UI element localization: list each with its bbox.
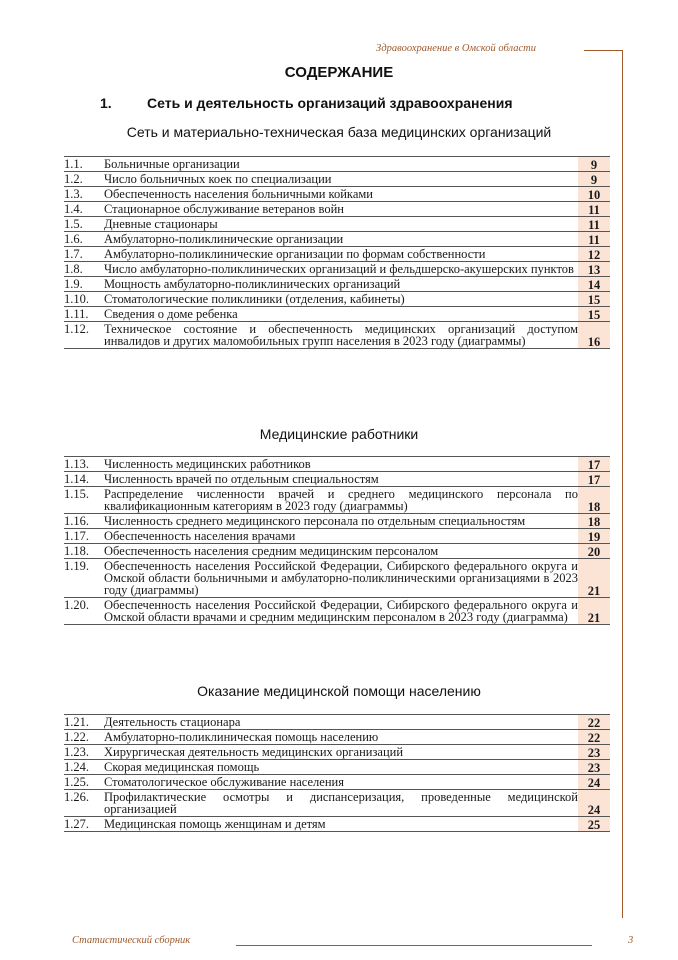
toc-entry[interactable] [64, 760, 610, 775]
toc-entry-page: 13 [578, 262, 610, 276]
toc-entry-page: 11 [578, 232, 610, 246]
toc-entry[interactable] [64, 559, 610, 598]
toc-entry-page: 22 [578, 715, 610, 729]
toc-entry-number: 1.8. [64, 262, 83, 276]
running-header: Здравоохранение в Омской области [376, 43, 536, 54]
toc-entry-title: Обеспеченность населения Российской Федерации, Сибирского федерального округа и Омской области врачами и средним медицинским персоналом в 2023 году (диаграмма) [104, 598, 578, 624]
toc-entry-page: 15 [578, 307, 610, 321]
toc-entry-number: 1.11. [64, 307, 89, 321]
toc-entry[interactable] [64, 714, 610, 730]
toc-entry-number: 1.17. [64, 529, 89, 543]
toc-entry-title: Деятельность стационара [104, 715, 241, 729]
section-title: Сеть и деятельность организаций здравоохранения [147, 95, 513, 111]
toc-entry-page: 25 [578, 817, 610, 831]
toc-entry-title: Численность медицинских работников [104, 457, 311, 471]
toc-group-network [64, 156, 610, 349]
toc-entry[interactable] [64, 598, 610, 625]
toc-entry-page: 17 [578, 457, 610, 471]
toc-entry[interactable] [64, 514, 610, 529]
toc-entry-page: 11 [578, 217, 610, 231]
toc-entry-title: Стационарное обслуживание ветеранов войн [104, 202, 344, 216]
toc-entry-page: 22 [578, 730, 610, 744]
toc-entry-number: 1.14. [64, 472, 89, 486]
toc-entry-title: Число амбулаторно-поликлинических организаций и фельдшерско-акушерских пунктов [104, 262, 574, 276]
toc-entry-title: Численность среднего медицинского персонала по отдельным специальностям [104, 514, 526, 528]
toc-entry[interactable] [64, 217, 610, 232]
toc-entry-page: 20 [578, 544, 610, 558]
toc-entry-title: Обеспеченность населения больничными койками [104, 187, 373, 201]
toc-entry-number: 1.24. [64, 760, 89, 774]
page-title: СОДЕРЖАНИЕ [284, 64, 394, 81]
toc-entry-page: 21 [578, 559, 610, 597]
toc-entry[interactable] [64, 172, 610, 187]
toc-entry[interactable] [64, 262, 610, 277]
toc-entry-title: Амбулаторно-поликлиническая помощь населению [104, 730, 379, 744]
toc-entry[interactable] [64, 487, 610, 514]
group-heading-care: Оказание медицинской помощи населению [197, 683, 481, 699]
toc-entry-number: 1.5. [64, 217, 83, 231]
toc-entry-number: 1.19. [64, 559, 89, 573]
toc-entry-number: 1.21. [64, 715, 89, 729]
toc-entry-title: Мощность амбулаторно-поликлинических организаций [104, 277, 401, 291]
toc-entry[interactable] [64, 472, 610, 487]
footer-label: Статистический сборник [72, 935, 191, 946]
toc-entry-title: Обеспеченность населения средним медицинским персоналом [104, 544, 439, 558]
page-number: 3 [628, 935, 634, 946]
toc-entry[interactable] [64, 292, 610, 307]
toc-entry[interactable] [64, 544, 610, 559]
toc-entry[interactable] [64, 817, 610, 832]
toc-entry[interactable] [64, 745, 610, 760]
toc-entry-number: 1.9. [64, 277, 83, 291]
toc-entry[interactable] [64, 277, 610, 292]
toc-entry-page: 21 [578, 598, 610, 624]
toc-entry-page: 9 [578, 157, 610, 171]
toc-entry-title: Число больничных коек по специализации [104, 172, 332, 186]
toc-entry-page: 24 [578, 790, 610, 816]
toc-entry-number: 1.3. [64, 187, 83, 201]
toc-entry-title: Медицинская помощь женщинам и детям [104, 817, 326, 831]
toc-entry-title: Амбулаторно-поликлинические организации [104, 232, 344, 246]
toc-entry-title: Численность врачей по отдельным специальностям [104, 472, 379, 486]
toc-entry-number: 1.7. [64, 247, 83, 261]
toc-entry[interactable] [64, 156, 610, 172]
toc-entry-number: 1.13. [64, 457, 89, 471]
toc-entry-title: Сведения о доме ребенка [104, 307, 238, 321]
toc-entry[interactable] [64, 232, 610, 247]
toc-entry-page: 16 [578, 322, 610, 348]
toc-entry-number: 1.27. [64, 817, 89, 831]
side-rule [622, 50, 623, 918]
toc-entry-page: 17 [578, 472, 610, 486]
toc-entry-number: 1.18. [64, 544, 89, 558]
group-heading-network: Сеть и материально-техническая база медицинских организаций [126, 124, 552, 140]
toc-entry[interactable] [64, 775, 610, 790]
toc-entry-page: 24 [578, 775, 610, 789]
toc-entry-number: 1.12. [64, 322, 89, 336]
toc-entry-page: 23 [578, 745, 610, 759]
toc-entry[interactable] [64, 790, 610, 817]
toc-entry-number: 1.2. [64, 172, 83, 186]
toc-entry-number: 1.6. [64, 232, 83, 246]
toc-entry-number: 1.1. [64, 157, 83, 171]
toc-entry-title: Стоматологические поликлиники (отделения, кабинеты) [104, 292, 405, 306]
group-heading-staff: Медицинские работники [259, 426, 419, 442]
toc-entry[interactable] [64, 456, 610, 472]
toc-entry-title: Профилактические осмотры и диспансеризация, проведенные медицинской организацией [104, 790, 578, 816]
toc-entry-title: Хирургическая деятельность медицинских организаций [104, 745, 404, 759]
toc-entry-number: 1.26. [64, 790, 89, 804]
toc-entry-number: 1.10. [64, 292, 89, 306]
toc-entry-title: Больничные организации [104, 157, 240, 171]
toc-entry-page: 15 [578, 292, 610, 306]
toc-entry-number: 1.20. [64, 598, 89, 612]
toc-entry-number: 1.4. [64, 202, 83, 216]
toc-entry-title: Распределение численности врачей и среднего медицинского персонала по квалификационным категориям в 2023 году (диаграммы) [104, 487, 578, 513]
toc-entry[interactable] [64, 529, 610, 544]
toc-entry[interactable] [64, 322, 610, 349]
toc-group-care [64, 714, 610, 832]
toc-entry-page: 11 [578, 202, 610, 216]
toc-entry[interactable] [64, 307, 610, 322]
toc-entry-number: 1.15. [64, 487, 89, 501]
toc-entry-title: Стоматологическое обслуживание населения [104, 775, 344, 789]
toc-entry[interactable] [64, 202, 610, 217]
toc-entry-title: Амбулаторно-поликлинические организации по формам собственности [104, 247, 486, 261]
toc-entry[interactable] [64, 247, 610, 262]
toc-entry-number: 1.16. [64, 514, 89, 528]
toc-group-staff [64, 456, 610, 625]
toc-entry-page: 19 [578, 529, 610, 543]
toc-entry-page: 18 [578, 487, 610, 513]
header-rule [584, 50, 623, 51]
toc-entry-title: Скорая медицинская помощь [104, 760, 260, 774]
toc-entry-title: Обеспеченность населения Российской Федерации, Сибирского федерального округа и Омской области больничными и амбулаторно-поликлиническими организациями в 2023 году (диаграммы) [104, 559, 578, 597]
toc-entry-page: 10 [578, 187, 610, 201]
toc-entry-title: Техническое состояние и обеспеченность медицинских организаций доступом инвалидов и других маломобильных групп населения в 2023 году (диаграммы) [104, 322, 578, 348]
toc-entry[interactable] [64, 187, 610, 202]
toc-entry[interactable] [64, 730, 610, 745]
toc-entry-page: 14 [578, 277, 610, 291]
toc-entry-page: 18 [578, 514, 610, 528]
toc-entry-title: Обеспеченность населения врачами [104, 529, 296, 543]
toc-entry-number: 1.25. [64, 775, 89, 789]
section-number: 1. [100, 95, 112, 111]
toc-entry-number: 1.22. [64, 730, 89, 744]
toc-entry-number: 1.23. [64, 745, 89, 759]
toc-entry-page: 12 [578, 247, 610, 261]
footer-rule [236, 945, 592, 946]
section-heading [100, 95, 513, 111]
toc-entry-page: 23 [578, 760, 610, 774]
toc-entry-page: 9 [578, 172, 610, 186]
toc-entry-title: Дневные стационары [104, 217, 218, 231]
